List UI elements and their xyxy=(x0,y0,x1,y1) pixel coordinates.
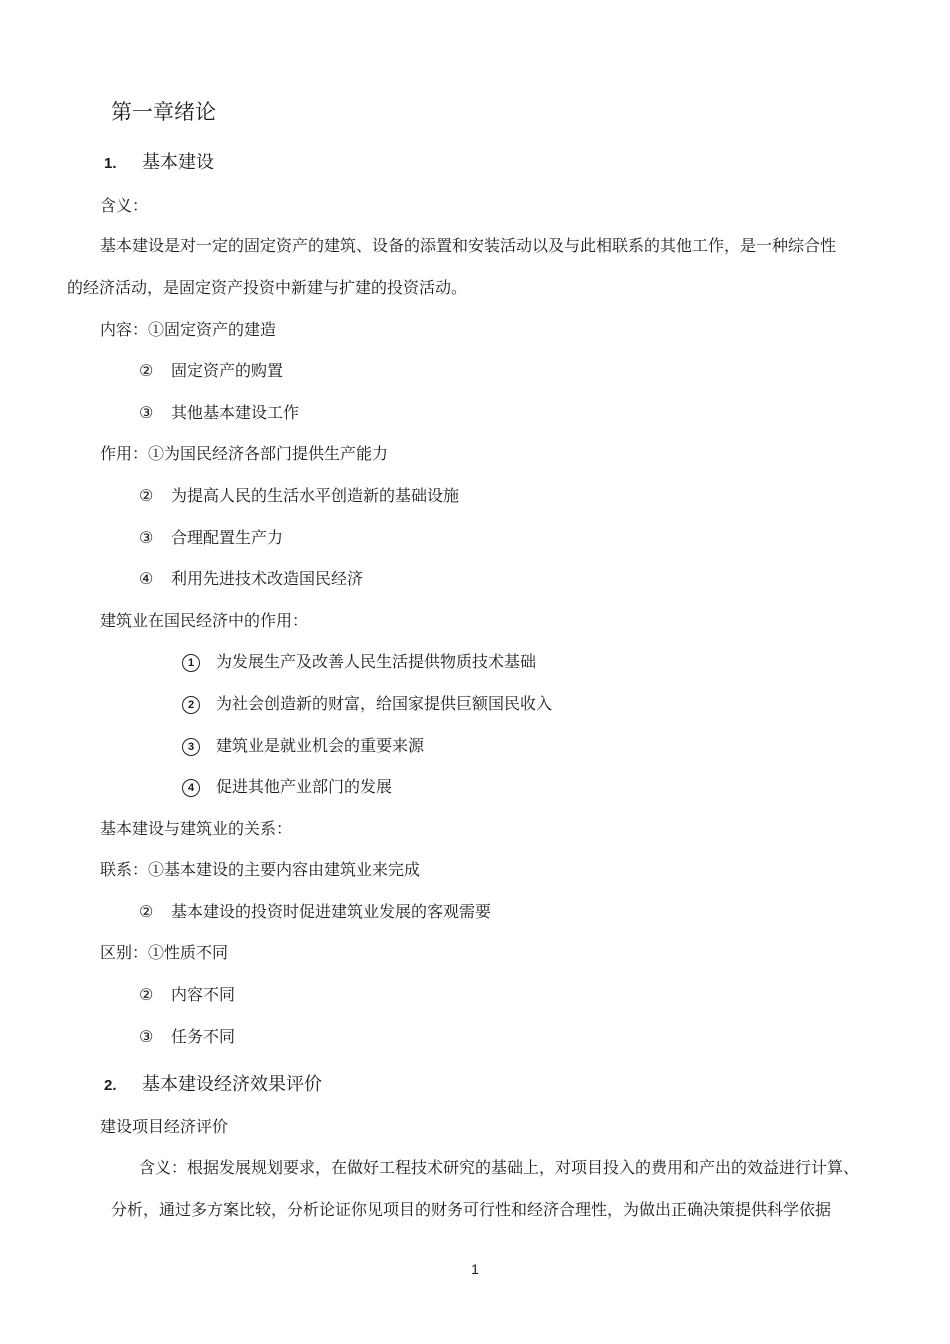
role-item-4: ④ 利用先进技术改造国民经济 xyxy=(139,569,364,588)
construction-item-4: 4 促进其他产业部门的发展 xyxy=(182,777,392,797)
content-item-3: ③ 其他基本建设工作 xyxy=(139,403,300,422)
content-item-1: 内容：①固定资产的建造 xyxy=(100,320,277,339)
meaning-label: 含义： xyxy=(100,196,149,215)
role-item-2: ② 为提高人民的生活水平创造新的基础设施 xyxy=(139,486,460,505)
relation-label: 基本建设与建筑业的关系： xyxy=(100,819,293,838)
section-2-title: 基本建设经济效果评价 xyxy=(142,1074,322,1095)
section-2-heading xyxy=(104,1074,322,1097)
construction-item-3: 3 建筑业是就业机会的重要来源 xyxy=(182,736,424,756)
circled-number: 2 xyxy=(182,696,200,714)
chapter-title: 第一章绪论 xyxy=(111,100,216,124)
role-item-3: ③ 合理配置生产力 xyxy=(139,528,284,547)
role-item-1: 作用：①为国民经济各部门提供生产能力 xyxy=(100,444,389,463)
meaning-text-line-2: 的经济活动，是固定资产投资中新建与扩建的投资活动。 xyxy=(67,278,468,297)
section-1-title: 基本建设 xyxy=(142,152,214,173)
section-1-heading xyxy=(104,152,214,175)
section-1-number: 1. xyxy=(104,155,117,172)
diff-item-2: ② 内容不同 xyxy=(139,985,236,1004)
link-item-2: ② 基本建设的投资时促进建筑业发展的客观需要 xyxy=(139,902,492,921)
construction-role-label: 建筑业在国民经济中的作用： xyxy=(100,611,309,630)
meaning-text-line-1: 基本建设是对一定的固定资产的建筑、设备的添置和安装活动以及与此相联系的其他工作，是一种综合性 xyxy=(100,236,837,255)
section-2-number: 2. xyxy=(104,1077,117,1094)
eval-label: 建设项目经济评价 xyxy=(100,1117,229,1136)
construction-item-2: 2 为社会创造新的财富，给国家提供巨额国民收入 xyxy=(182,694,552,714)
content-item-2: ② 固定资产的购置 xyxy=(139,361,284,380)
circled-number: 4 xyxy=(182,779,200,797)
circled-number: 3 xyxy=(182,738,200,756)
eval-text-line-1: 含义：根据发展规划要求，在做好工程技术研究的基础上，对项目投入的费用和产出的效益进行计算、 xyxy=(139,1158,860,1177)
page-number: 1 xyxy=(471,1261,479,1277)
construction-item-1: 1 为发展生产及改善人民生活提供物质技术基础 xyxy=(182,652,536,672)
diff-item-1: 区别：①性质不同 xyxy=(100,943,229,962)
link-item-1: 联系：①基本建设的主要内容由建筑业来完成 xyxy=(100,860,421,879)
eval-text-line-2: 分析，通过多方案比较，分析论证你见项目的财务可行性和经济合理性，为做出正确决策提供科学依据 xyxy=(111,1200,832,1219)
diff-item-3: ③ 任务不同 xyxy=(139,1027,236,1046)
circled-number: 1 xyxy=(182,654,200,672)
